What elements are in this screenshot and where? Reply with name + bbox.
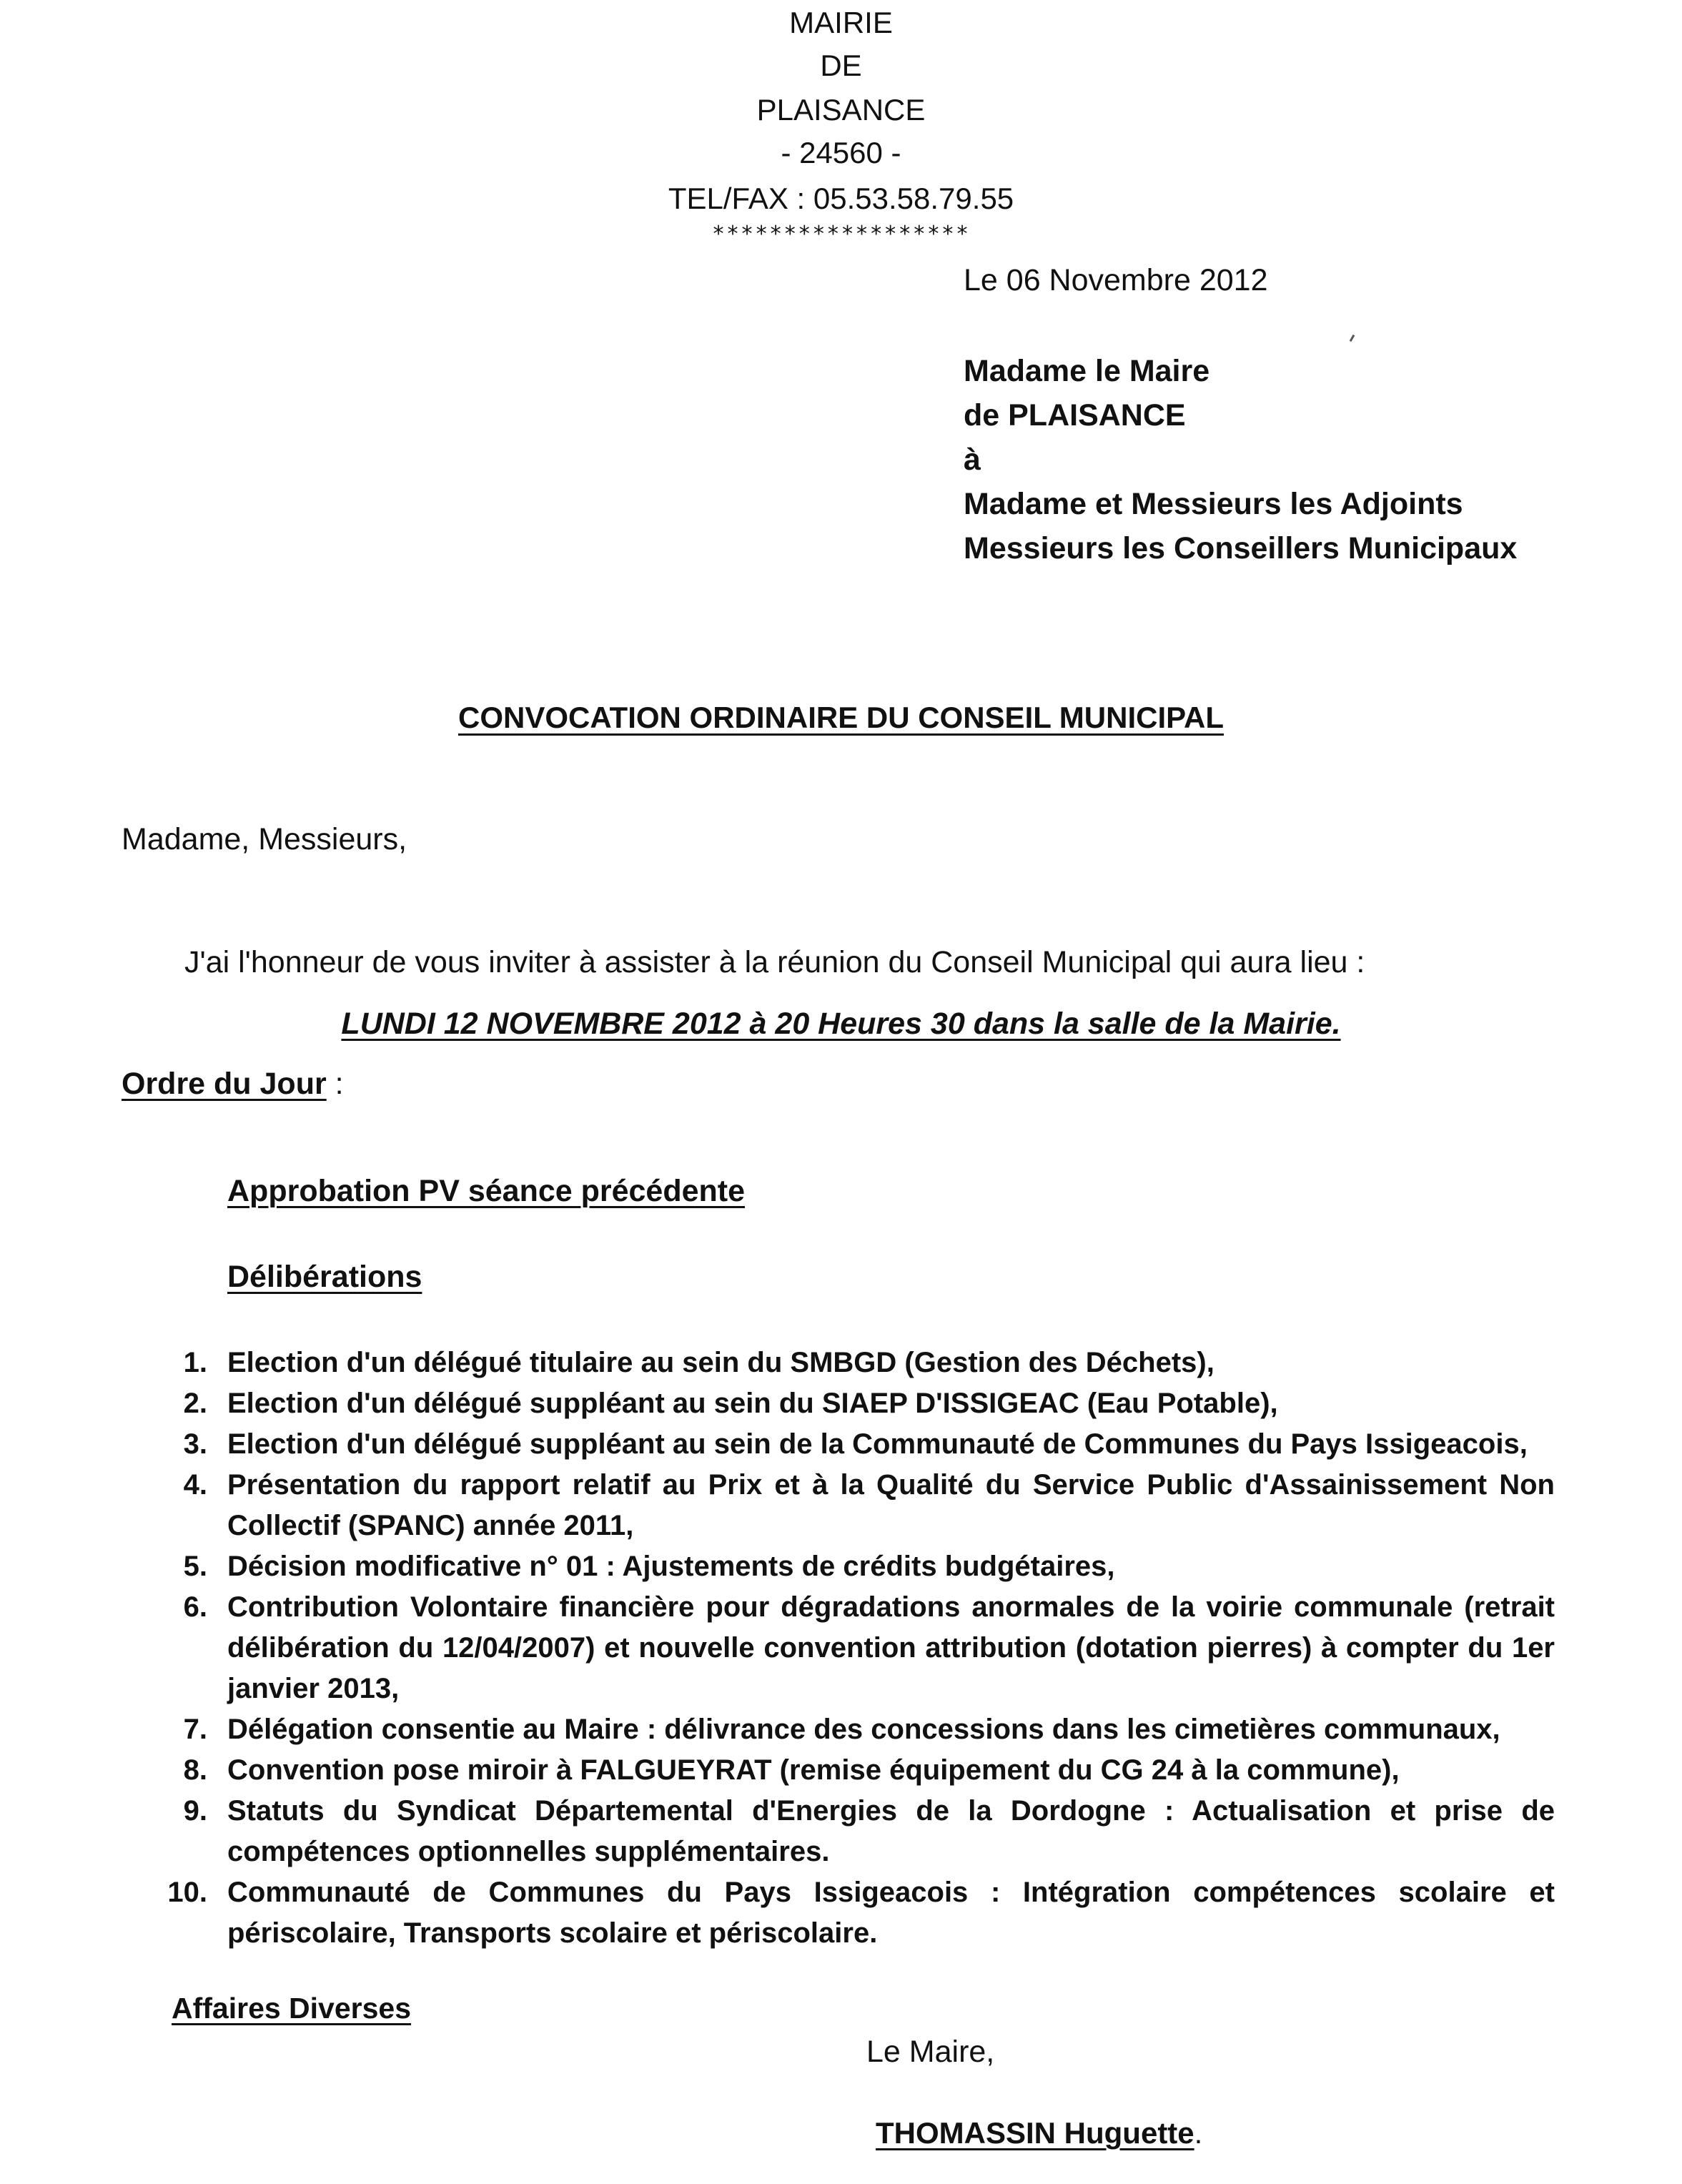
recipient-line: Madame et Messieurs les Adjoints [964,487,1463,521]
item-text: Délégation consentie au Maire : délivrance des concessions dans les cimetières communaux, [227,1714,1500,1745]
agenda-heading [122,1067,344,1102]
header-postcode: - 24560 - [781,136,901,169]
item-text: Election d'un délégué suppléant au sein du SIAEP D'ISSIGEAC (Eau Potable), [227,1388,1278,1419]
signatory-role: Le Maire, [866,2035,995,2069]
recipient-line: à [964,443,981,477]
header-mairie: MAIRIE [789,6,893,39]
item-text: Convention pose miroir à FALGUEYRAT (remise équipement du CG 24 à la commune), [227,1754,1400,1786]
agenda-colon: : [326,1067,344,1101]
item-text: Election d'un délégué suppléant au sein de la Communauté de Communes du Pays Issigeacois, [227,1428,1528,1460]
approval-heading: Approbation PV séance précédente [227,1174,746,1208]
item-number: 4. [183,1469,207,1501]
list-item [164,1546,1555,1587]
item-number: 6. [183,1591,207,1623]
item-number: 3. [183,1428,207,1460]
recipients-block [964,349,1517,570]
list-item [164,1343,1555,1383]
deliberations-list [164,1343,1555,1954]
header-phone: TEL/FAX : 05.53.58.79.55 [668,182,1014,215]
item-number: 7. [183,1714,207,1745]
header-separator: ****************** [711,222,971,247]
deliberations-heading: Délibérations [227,1260,422,1294]
list-item [164,1750,1555,1791]
stamp-redaction [1235,1919,1580,1997]
list-item [164,1465,1555,1546]
signatory-name-line [876,2116,1202,2150]
item-number: 5. [183,1551,207,1582]
list-item [164,1791,1555,1872]
other-business-heading: Affaires Diverses [172,1992,412,2025]
document-title: CONVOCATION ORDINAIRE DU CONSEIL MUNICIPAL [457,701,1225,734]
header-town: PLAISANCE [756,93,926,127]
list-item [164,1424,1555,1465]
signatory-period: . [1194,2116,1203,2150]
recipient-line: Messieurs les Conseillers Municipaux [964,531,1518,565]
recipient-line: Madame le Maire [964,354,1210,388]
recipient-line: de PLAISANCE [964,398,1186,433]
meeting-datetime: LUNDI 12 NOVEMBRE 2012 à 20 Heures 30 dans la salle de la Mairie. [341,1007,1341,1041]
list-item [164,1587,1555,1709]
intro-paragraph: J'ai l'honneur de vous inviter à assister à la réunion du Conseil Municipal qui aura lieu : [184,945,1365,979]
item-text: Contribution Volontaire financière pour dégradations anormales de la voirie communale (retrait délibération du 12/04/2007) et nouvelle convention attribution (dotation pierres) à compter du 1er janvier 2013, [227,1591,1555,1704]
item-text: Présentation du rapport relatif au Prix et à la Qualité du Service Public d'Assainissement Non Collectif (SPANC) année 2011, [227,1469,1555,1541]
letter-date: Le 06 Novembre 2012 [964,263,1268,297]
item-number: 9. [183,1795,207,1827]
item-text: Statuts du Syndicat Départemental d'Energies de la Dordogne : Actualisation et prise de compétences optionnelles supplémentaires. [227,1795,1555,1867]
item-text: Election d'un délégué titulaire au sein du SMBGD (Gestion des Déchets), [227,1347,1214,1378]
salutation: Madame, Messieurs, [122,822,407,856]
item-text: Communauté de Communes du Pays Issigeacois : Intégration compétences scolaire et périscolaire, Transports scolaire et périscolaire. [227,1877,1555,1949]
header-de: DE [820,49,862,82]
list-item [164,1383,1555,1424]
list-item [164,1709,1555,1750]
scan-mark [1350,335,1355,342]
agenda-label: Ordre du Jour [122,1067,327,1101]
signatory-name: THOMASSIN Huguette [876,2116,1194,2150]
item-number: 10. [167,1877,207,1908]
item-number: 2. [183,1388,207,1419]
item-text: Décision modificative n° 01 : Ajustements de crédits budgétaires, [227,1551,1115,1582]
item-number: 1. [183,1347,207,1378]
item-number: 8. [183,1754,207,1786]
